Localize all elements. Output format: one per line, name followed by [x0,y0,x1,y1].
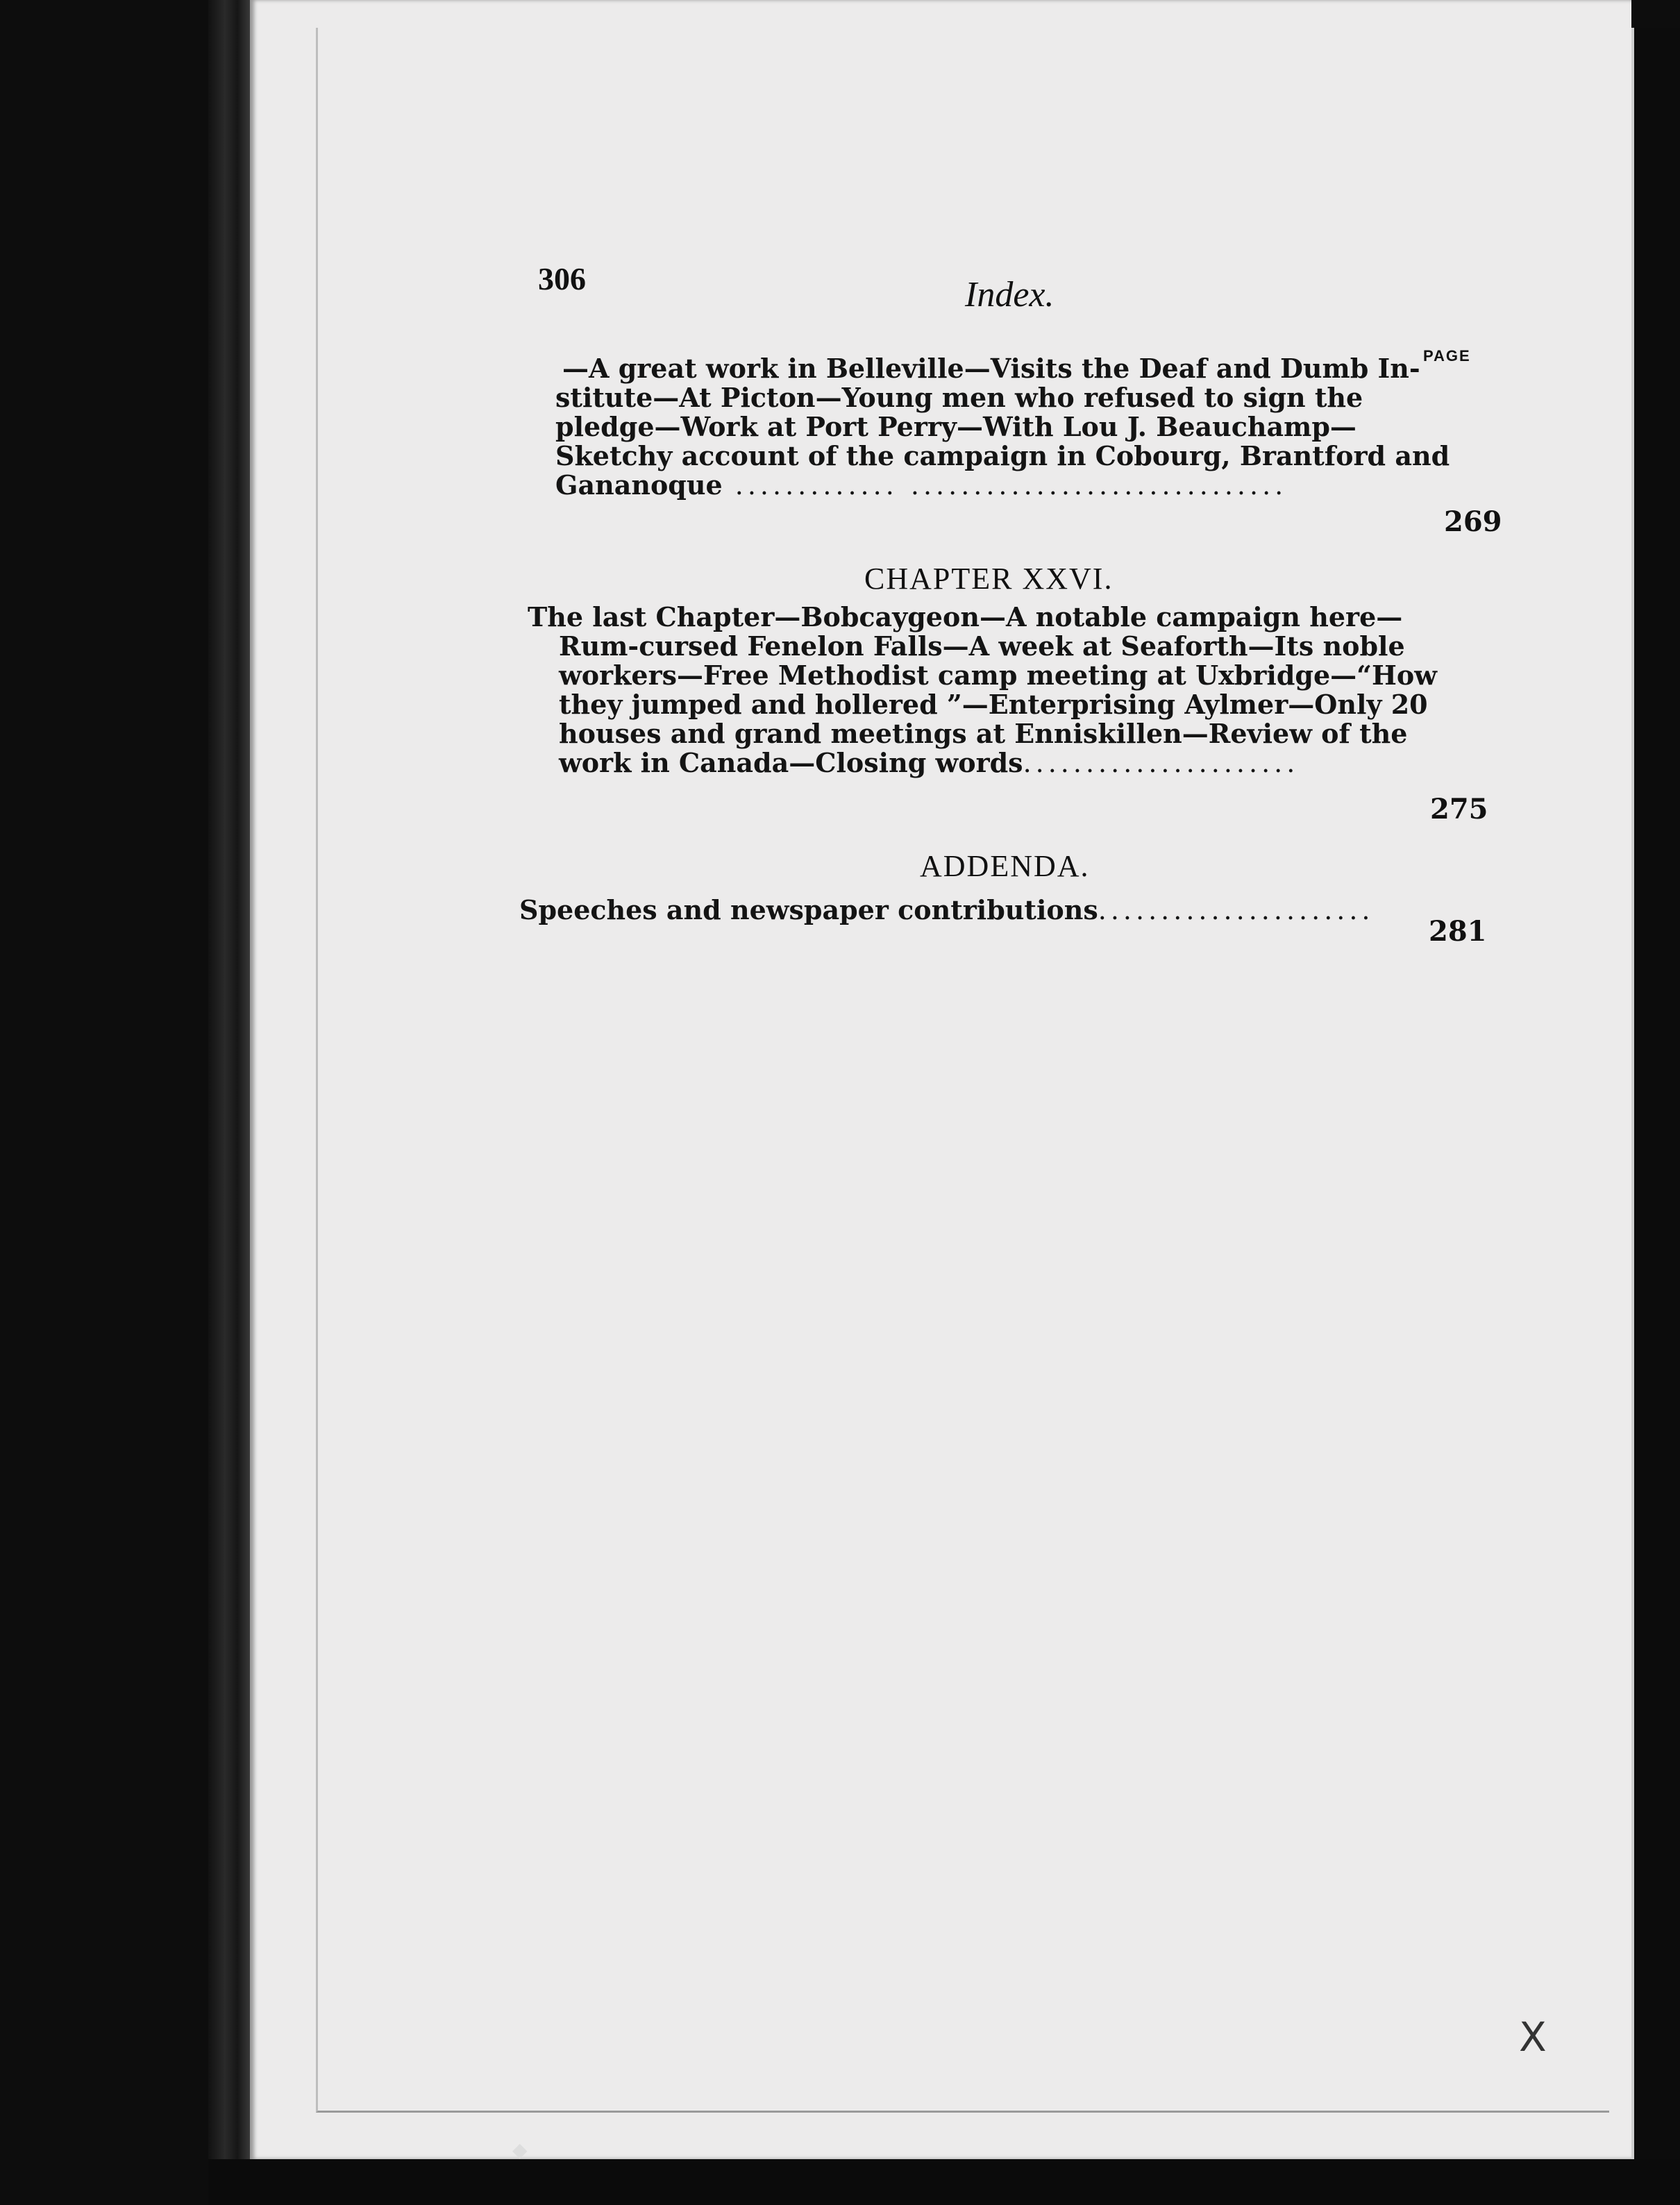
summary-line-text: work in Canada—Closing words [559,747,1023,778]
running-head: Index. [965,275,1055,315]
summary-line: houses and grand meetings at Enniskillen—Review of the [559,718,1408,749]
page-number: 306 [538,261,586,296]
leader-dots: ...................... [1098,895,1375,925]
summary-line: Rum-cursed Fenelon Falls—A week at Seaforth—Its noble [559,630,1405,662]
scan-artifact-icon: ◆ [512,2138,528,2161]
leader-dots: ...................... [1023,748,1300,778]
addenda-line [519,896,1422,925]
summary-line: workers—Free Methodist camp meeting at Uxbridge—“How [559,660,1437,691]
addenda-heading: ADDENDA. [920,849,1090,883]
book-binding [208,0,250,2205]
entry-page-number: 269 [1444,505,1502,538]
bottom-margin-dark [208,2159,1680,2205]
chapter-heading: CHAPTER XXVI. [864,562,1114,596]
entry-line: —A great work in Belleville—Visits the Deaf and Dumb In- [562,353,1420,384]
chapter-page-number: 275 [1430,793,1488,825]
page-frame [316,28,1609,2113]
leader-dots: ............. .............................. [722,470,1288,501]
corner-mark: X [1519,2013,1547,2061]
addenda-page-number: 281 [1429,915,1487,948]
next-page-edge [1631,28,1680,2180]
entry-line: stitute—At Picton—Young men who refused to sign the [555,382,1363,413]
entry-line [555,471,1430,500]
summary-line: they jumped and hollered ”—Enterprising Aylmer—Only 20 [559,689,1428,720]
summary-line [528,748,1430,778]
summary-line: The last Chapter—Bobcaygeon—A notable campaign here— [528,601,1403,632]
entry-line-text: Gananoque [555,469,723,501]
index-entry-continued [555,353,1450,501]
addenda-line-text: Speeches and newspaper contributions [519,894,1098,925]
entry-line: pledge—Work at Port Perry—With Lou J. Beauchamp— [555,411,1356,442]
addenda-entry [519,896,1422,925]
page-column-label: PAGE [1423,347,1471,364]
entry-line: Sketchy account of the campaign in Cobourg, Brantford and [555,440,1450,471]
chapter-summary [528,601,1437,778]
